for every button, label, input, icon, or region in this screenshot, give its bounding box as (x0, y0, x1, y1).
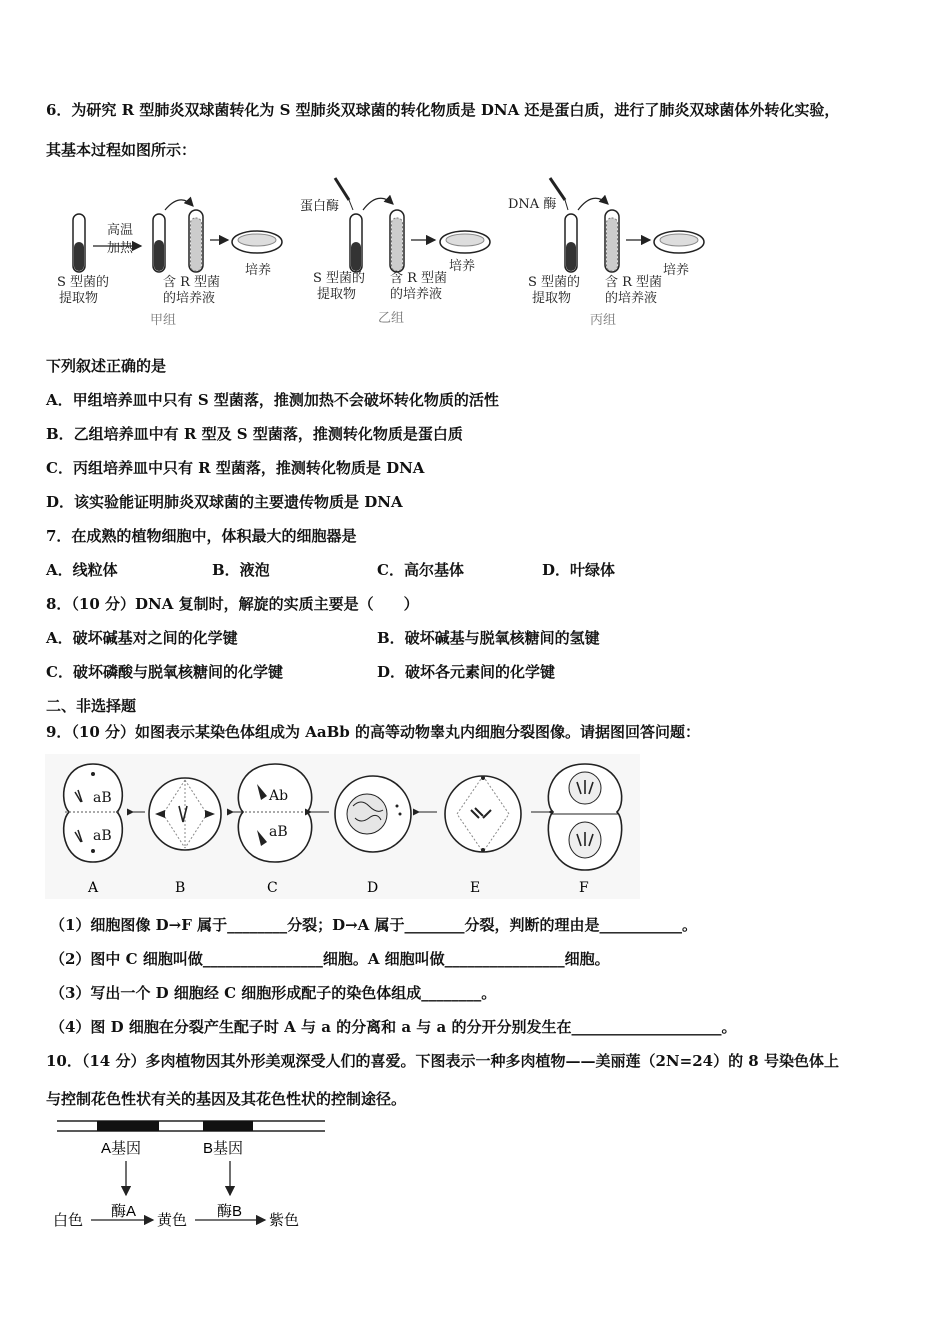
q9-cell-figure (45, 754, 640, 899)
cell-a-top-genes: aB (93, 790, 112, 806)
group-jia-name: 甲组 (150, 313, 177, 328)
group-bing-tube1-2: 提取物 (532, 291, 572, 306)
group-bing-treatment: DNA 酶 (508, 197, 557, 212)
cell-label-a: A (88, 880, 99, 896)
q9-sub-2: （2）图中 C 细胞叫做________________细胞。A 细胞叫做________________细胞。 (50, 950, 610, 968)
group-bing-tube2-2: 的培养液 (605, 291, 658, 306)
q9-sub-4: （4）图 D 细胞在分裂产生配子时 A 与 a 的分离和 a 与 a 的分开分别发生在____________________。 (50, 1018, 737, 1036)
cell-label-d: D (367, 880, 379, 896)
group-jia-tube1-2: 提取物 (59, 291, 99, 306)
q10-stem-line1: 10．（14 分）多肉植物因其外形美观深受人们的喜爱。下图表示一种多肉植物——美丽莲（2N=24）的 8 号染色体上 (46, 1052, 839, 1070)
q7-stem: 7．在成熟的植物细胞中，体积最大的细胞器是 (46, 527, 357, 545)
color-purple-label: 紫色 (269, 1212, 300, 1229)
group-jia-result: 培养 (245, 263, 272, 278)
group-bing-name: 丙组 (590, 313, 617, 328)
group-yi-result: 培养 (449, 259, 476, 274)
q6-option-a: A．甲组培养皿中只有 S 型菌落，推测加热不会破坏转化物质的活性 (46, 391, 499, 409)
cell-a-drawing (64, 764, 123, 862)
cell-label-e: E (470, 880, 481, 896)
q8-option-c: C．破坏磷酸与脱氧核糖间的化学键 (46, 663, 283, 681)
group-jia-tube2-1: 含 R 型菌 (163, 275, 221, 290)
group-jia-treatment-1: 高温 (107, 223, 134, 238)
gene-a-segment (97, 1121, 159, 1131)
q6-prompt: 下列叙述正确的是 (46, 357, 167, 375)
q6-option-d: D．该实验能证明肺炎双球菌的主要遗传物质是 DNA (46, 493, 403, 511)
gene-b-label: B基因 (203, 1140, 244, 1157)
cell-label-c: C (267, 880, 278, 896)
q6-stem-line2: 其基本过程如图所示： (46, 141, 197, 159)
group-yi-tube2-2: 的培养液 (390, 287, 443, 302)
group-yi-name: 乙组 (378, 311, 405, 326)
color-yellow-label: 黄色 (157, 1212, 188, 1229)
cell-label-f: F (579, 880, 589, 896)
enzyme-b-label: 酶B (217, 1203, 243, 1220)
group-yi-tube1-1: S 型菌的 (313, 271, 366, 286)
q7-option-d: D．叶绿体 (542, 561, 616, 579)
q8-option-b: B．破坏碱基与脱氧核糖间的氢键 (377, 629, 600, 647)
q6-option-c: C．丙组培养皿中只有 R 型菌落，推测转化物质是 DNA (46, 459, 425, 477)
group-jia-illustration (73, 200, 282, 272)
cell-c-bottom-genes: aB (269, 824, 288, 840)
group-yi-tube1-2: 提取物 (317, 287, 357, 302)
cell-d-drawing (335, 776, 411, 852)
cell-label-b: B (175, 880, 186, 896)
cell-a-bottom-genes: aB (93, 828, 112, 844)
q6-option-b: B．乙组培养皿中有 R 型及 S 型菌落，推测转化物质是蛋白质 (46, 425, 463, 443)
q10-pathway-figure (45, 1115, 345, 1240)
group-bing-illustration (550, 178, 704, 272)
cell-f-drawing (548, 764, 621, 870)
cell-e-drawing (445, 776, 521, 852)
cell-c-top-genes: Ab (269, 788, 289, 804)
group-jia-tube1-1: S 型菌的 (57, 275, 110, 290)
group-bing-tube2-1: 含 R 型菌 (605, 275, 663, 290)
q9-sub-3: （3）写出一个 D 细胞经 C 细胞形成配子的染色体组成________。 (50, 984, 497, 1002)
group-bing-tube1-1: S 型菌的 (528, 275, 581, 290)
group-bing-result: 培养 (663, 263, 690, 278)
color-white-label: 白色 (53, 1212, 84, 1229)
q7-option-c: C．高尔基体 (377, 561, 464, 579)
q8-stem: 8．（10 分）DNA 复制时，解旋的实质主要是（ ） (46, 595, 419, 613)
section-title: 二、非选择题 (46, 697, 137, 715)
group-jia-tube2-2: 的培养液 (163, 291, 216, 306)
group-yi-tube2-1: 含 R 型菌 (390, 271, 448, 286)
q9-sub-1: （1）细胞图像 D→F 属于________分裂；D→A 属于________分裂，判断的理由是___________。 (50, 916, 698, 934)
gene-a-label: A基因 (101, 1140, 142, 1157)
q6-figure (45, 170, 725, 335)
enzyme-a-label: 酶A (111, 1203, 137, 1220)
q8-option-a: A．破坏碱基对之间的化学键 (46, 629, 238, 647)
group-yi-treatment: 蛋白酶 (300, 199, 340, 214)
q9-stem: 9．（10 分）如图表示某染色体组成为 AaBb 的高等动物睾丸内细胞分裂图像。请据图回答问题： (46, 723, 701, 741)
q7-option-a: A．线粒体 (46, 561, 118, 579)
group-jia-treatment-2: 加热 (107, 241, 134, 256)
q7-option-b: B．液泡 (212, 561, 270, 579)
q6-stem-line1: 6．为研究 R 型肺炎双球菌转化为 S 型肺炎双球菌的转化物质是 DNA 还是蛋白质，进行了肺炎双球菌体外转化实验， (46, 101, 840, 119)
cell-b-drawing (149, 778, 221, 850)
cell-c-drawing (238, 764, 311, 862)
q8-option-d: D．破坏各元素间的化学键 (377, 663, 556, 681)
group-yi-illustration (335, 178, 490, 272)
gene-b-segment (203, 1121, 253, 1131)
q10-stem-line2: 与控制花色性状有关的基因及其花色性状的控制途径。 (46, 1090, 407, 1108)
